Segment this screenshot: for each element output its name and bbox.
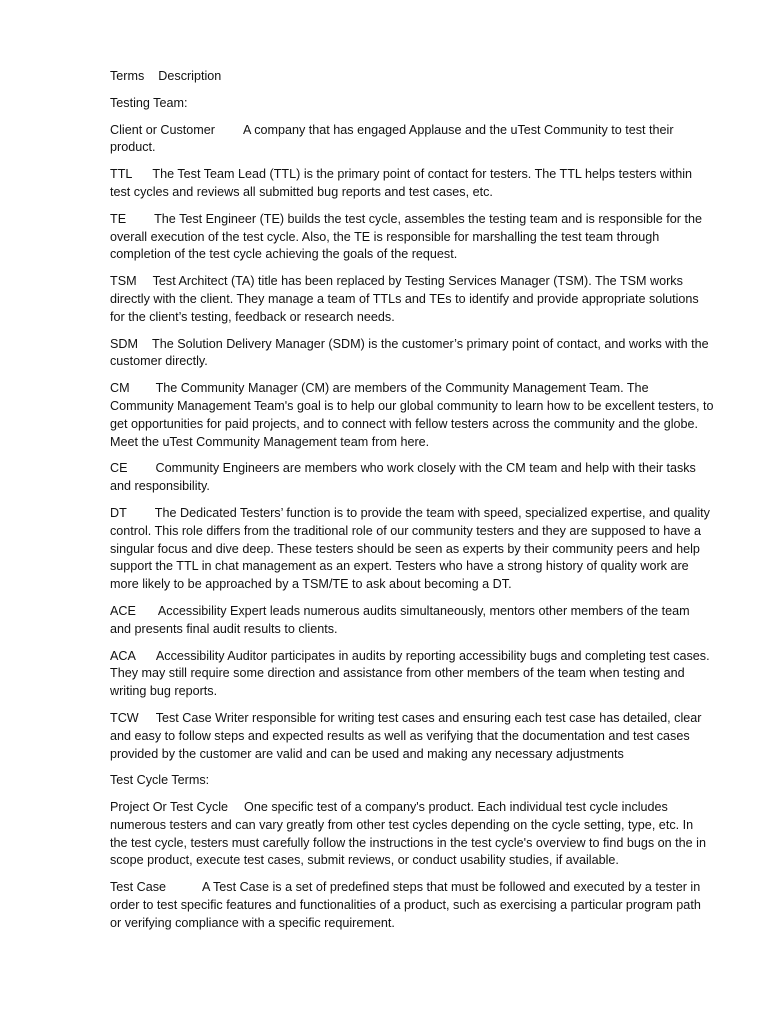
definition-cm: The Community Manager (CM) are members of the Community Management Team. The Community Management Team's goal is to help our global community to learn how to be excellent testers, to get opportunities for paid projects, and to connect with fellow testers across the community and the globe. Meet the uTest Community Management team from here. — [110, 381, 714, 449]
term-sdm: SDM — [110, 336, 138, 351]
entry-project — [110, 799, 714, 870]
definition-te: The Test Engineer (TE) builds the test cycle, assembles the testing team and is responsible for the overall execution of the test cycle. Also, the TE is responsible for marshalling the test team through completion of the test cycle achieving the goals of the request. — [110, 211, 702, 262]
term-client: Client or Customer — [110, 122, 215, 137]
term-cm: CM — [110, 381, 130, 396]
term-aca: ACA — [110, 648, 136, 663]
definition-sdm: The Solution Delivery Manager (SDM) is the customer’s primary point of contact, and works with the customer directly. — [110, 336, 709, 369]
term-tcw: TCW — [110, 710, 139, 725]
term-te: TE — [110, 211, 127, 226]
entry-ce — [110, 460, 714, 496]
entry-ttl — [110, 166, 714, 202]
section-heading-testing-team: Testing Team: — [110, 95, 188, 110]
definition-ce: Community Engineers are members who work closely with the CM team and help with their tasks and responsibility. — [110, 461, 696, 494]
definition-tcw: Test Case Writer responsible for writing test cases and ensuring each test case has detailed, clear and easy to follow steps and expected results as well as verifying that the documentation and test cases provided by the customer are valid and can be used and making any necessary adjustments — [110, 710, 702, 761]
entry-te — [110, 211, 714, 264]
entry-tsm — [110, 273, 714, 326]
definition-project: One specific test of a company's product. Each individual test cycle includes numerous testers and can vary greatly from other test cycles depending on the cycle setting, type, etc. In the test cycle, testers must carefully follow the instructions in the test cycle's overview to find bugs on the in scope product, execute test cases, submit reviews, or conduct usability studies, if available. — [110, 800, 706, 868]
term-dt: DT — [110, 505, 127, 520]
term-ttl: TTL — [110, 167, 133, 182]
entry-aca — [110, 648, 714, 701]
definition-aca: Accessibility Auditor participates in audits by reporting accessibility bugs and completing test cases. They may still require some direction and assistance from other members of the team when testing and writing bug reports. — [110, 648, 710, 699]
term-ce: CE — [110, 461, 128, 476]
entry-cm — [110, 380, 714, 451]
entry-client — [110, 122, 714, 158]
definition-tsm: Test Architect (TA) title has been replaced by Testing Services Manager (TSM). The TSM works directly with the client. They manage a team of TTLs and TEs to identify and provide appropriate solutions for the client’s testing, feedback or research needs. — [110, 274, 699, 324]
term-test-case: Test Case — [110, 880, 166, 895]
definition-dt: The Dedicated Testers’ function is to provide the team with speed, specialized expertise, and quality control. This role differs from the traditional role of our community testers and they are supposed to have a singular focus and dive deep. These testers should be seen as experts by their community peers and help support the TTL in chat management as an expert. Testers who have a strong history of quality work are more likely to be approached by a TSM/TE to ask about becoming a DT. — [110, 505, 710, 592]
entry-sdm — [110, 336, 714, 372]
entry-tcw — [110, 710, 714, 763]
entry-test-case — [110, 879, 714, 932]
term-tsm: TSM — [110, 274, 137, 289]
section-heading-test-cycle-terms: Test Cycle Terms: — [110, 773, 210, 788]
term-ace: ACE — [110, 603, 136, 618]
definition-ace: Accessibility Expert leads numerous audits simultaneously, mentors other members of the team and presents final audit results to clients. — [110, 603, 690, 636]
entry-dt — [110, 505, 714, 594]
entry-ace — [110, 603, 714, 639]
definition-client: A company that has engaged Applause and the uTest Community to test their product. — [110, 122, 674, 155]
description-header: Description — [158, 69, 222, 83]
definition-test-case: A Test Case is a set of predefined steps that must be followed and executed by a tester in order to test specific features and functionalities of a product, such as exercising a particular program path or verifying compliance with a specific requirement. — [110, 880, 701, 930]
table-header — [110, 68, 714, 86]
terms-header: Terms — [110, 69, 145, 83]
definition-ttl: The Test Team Lead (TTL) is the primary point of contact for testers. The TTL helps testers within test cycles and reviews all submitted bug reports and test cases, etc. — [110, 167, 693, 199]
term-project: Project Or Test Cycle — [110, 800, 229, 815]
